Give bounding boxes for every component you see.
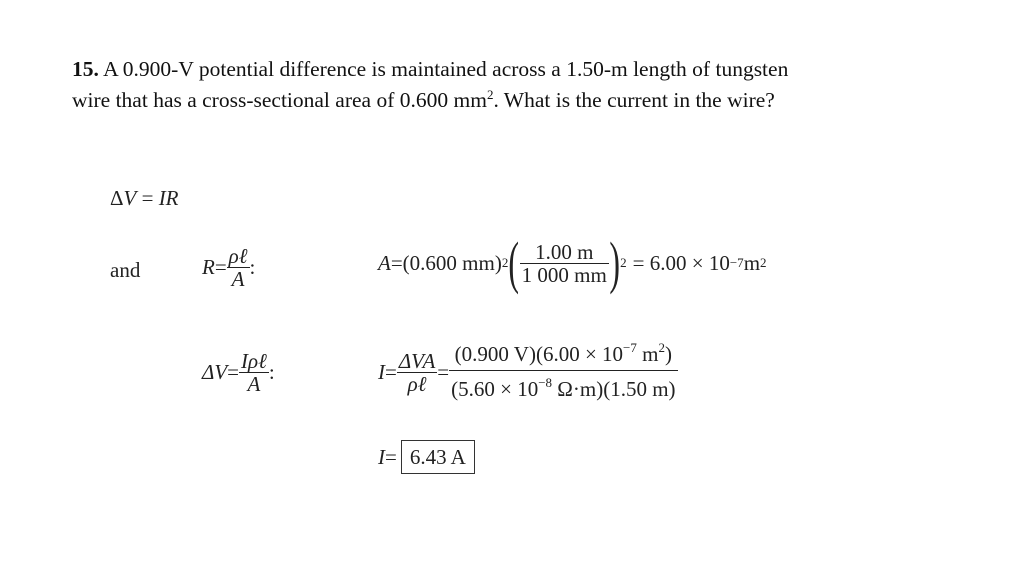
equation-area: A = (0.600 mm) 2 ( $\frac{1.00 m}{1 000 mm}$ ) 2 = 6.00 × 10 −7 m 2 xyxy=(378,230,767,295)
equals: = xyxy=(227,360,239,384)
numerator-part-b: m xyxy=(636,342,659,366)
i-symbol: I xyxy=(378,360,385,384)
fraction-i-rho-l-over-a xyxy=(239,350,269,395)
equals: = xyxy=(385,444,397,469)
equation-current xyxy=(378,338,678,407)
problem-number: 15. xyxy=(72,57,99,81)
denominator-part-b: Ω·m)(1.50 m) xyxy=(552,377,676,401)
delta-symbol: Δ xyxy=(110,186,124,210)
equals: = xyxy=(214,255,227,279)
fraction-denominator: 1 000 mm xyxy=(521,262,607,287)
fraction-numerator: 1.00 m xyxy=(520,241,609,264)
fraction-numerator: Iρℓ xyxy=(241,349,267,373)
fraction-numeric-substitution xyxy=(449,338,677,407)
denominator-exponent: −8 xyxy=(538,375,553,390)
numerator-part-a: (0.900 V)(6.00 × 10 xyxy=(454,342,624,366)
equals: = xyxy=(136,186,159,210)
equals: = xyxy=(385,360,397,384)
numerator-part-c: ) xyxy=(664,342,672,366)
left-paren: ( xyxy=(508,230,520,295)
right-paren: ) xyxy=(609,230,620,295)
area-result-unit: m xyxy=(743,250,761,275)
ir-term: IR xyxy=(158,186,179,210)
equation-resistance xyxy=(202,245,255,290)
problem-text-1: A 0.900-V potential difference is maintained across a 1.50-m length of tungsten xyxy=(103,57,789,81)
problem-line-1 xyxy=(72,54,788,85)
problem-line-2 xyxy=(72,85,788,116)
fraction-delta-v-a-over-rho-l xyxy=(397,350,437,395)
colon: : xyxy=(268,360,275,384)
v-symbol: V xyxy=(123,186,137,210)
numeric-numerator xyxy=(449,338,677,371)
problem-text-2a: wire that has a cross-sectional area of 0.600 mm xyxy=(72,88,487,112)
fraction-unit-conversion xyxy=(520,241,609,286)
answer-box: 6.43 A xyxy=(401,440,475,474)
equals: = xyxy=(390,250,403,275)
equation-ohms-law xyxy=(110,186,179,211)
problem-text-2-sup: 2 xyxy=(486,87,494,102)
fraction-numerator: ΔVA xyxy=(398,349,436,373)
i-symbol: I xyxy=(378,444,385,469)
numerator-exponent: −7 xyxy=(623,340,637,355)
equation-voltage-substituted xyxy=(202,350,275,395)
equation-final-answer xyxy=(378,440,475,474)
fraction-denominator: ρℓ xyxy=(407,372,427,396)
numeric-denominator xyxy=(449,371,677,407)
delta-v-symbol: ΔV xyxy=(202,360,228,384)
r-symbol: R xyxy=(202,255,215,279)
and-label: and xyxy=(110,258,141,282)
area-base: (0.600 mm) xyxy=(402,250,502,275)
colon: : xyxy=(249,255,256,279)
problem-statement xyxy=(72,54,788,116)
problem-text-2b: . What is the current in the wire? xyxy=(493,88,775,112)
denominator-part-a: (5.60 × 10 xyxy=(451,377,539,401)
equals-2: = xyxy=(437,360,450,384)
fraction-denominator: A xyxy=(231,267,245,291)
numerator-exponent-2: 2 xyxy=(658,340,665,355)
fraction-denominator: A xyxy=(247,372,261,396)
fraction-numerator: ρℓ xyxy=(228,244,248,268)
area-result: = 6.00 × 10 xyxy=(632,250,730,275)
fraction-rho-l-over-a xyxy=(227,245,250,290)
a-symbol: A xyxy=(378,250,391,275)
